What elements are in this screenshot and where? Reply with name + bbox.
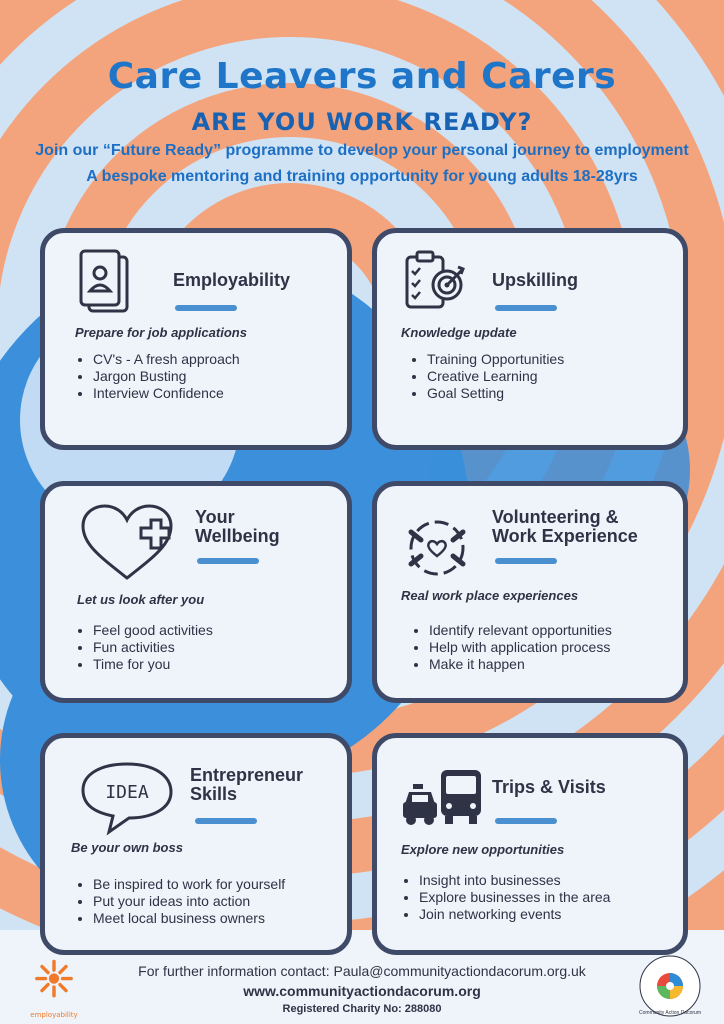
card-subheading: Real work place experiences — [401, 588, 579, 603]
charity-number: Registered Charity No: 288080 — [282, 1003, 442, 1015]
heading-underline — [175, 305, 237, 311]
heading-underline — [495, 558, 557, 564]
employability-logo — [26, 958, 82, 1019]
heading-underline — [197, 558, 259, 564]
list-item: • Training Opportunities — [427, 351, 564, 368]
card-list — [411, 351, 564, 402]
community-action-dacorum-emblem — [638, 954, 702, 1018]
card-list — [77, 351, 240, 402]
card-heading: Your Wellbeing — [195, 507, 280, 546]
card-heading: Employability — [173, 270, 291, 290]
card-subheading: Explore new opportunities — [401, 842, 565, 857]
list-item: • Meet local business owners — [93, 910, 285, 927]
contact-info: For further information contact: Paula@communityactiondacorum.org.uk — [138, 963, 586, 979]
list-item: • Identify relevant opportunities — [429, 622, 612, 639]
list-item: • Insight into businesses — [419, 872, 610, 889]
list-item: • Be inspired to work for yourself — [93, 876, 285, 893]
community-action-dacorum-text: Community Action Dacorum — [639, 1010, 701, 1016]
card-heading: Trips & Visits — [492, 777, 606, 797]
page-title: Care Leavers and Carers — [107, 56, 617, 97]
clipboard-target-icon — [403, 249, 467, 313]
card-list — [413, 622, 612, 673]
list-item: • CV's - A fresh approach — [93, 351, 240, 368]
intro-line-programme: Join our “Future Ready” programme to develop your personal journey to employment — [35, 142, 689, 159]
card-employability — [40, 228, 352, 450]
website-link[interactable]: www.communityactiondacorum.org — [243, 983, 481, 999]
card-subheading: Be your own boss — [71, 840, 183, 855]
list-item: • Time for you — [93, 656, 213, 673]
list-item: • Make it happen — [429, 656, 612, 673]
hands-heart-icon — [401, 512, 473, 584]
card-heading: Upskilling — [492, 270, 579, 290]
community-action-dacorum-logo — [638, 954, 702, 1018]
page-subtitle: ARE YOU WORK READY? — [191, 108, 533, 136]
intro-line-opportunity: A bespoke mentoring and training opportunity for young adults 18-28yrs — [86, 168, 638, 185]
svg-text:IDEA: IDEA — [105, 782, 149, 803]
employability-logo-text: employability — [30, 1011, 78, 1019]
document-person-icon — [77, 249, 141, 321]
card-entrepreneur — [40, 733, 352, 955]
card-upskilling — [372, 228, 688, 450]
heading-underline — [495, 305, 557, 311]
card-heading: Entrepreneur Skills — [190, 765, 304, 804]
heart-plus-icon — [79, 504, 175, 584]
card-trips — [372, 733, 688, 955]
card-list — [403, 872, 610, 923]
list-item: • Fun activities — [93, 639, 213, 656]
list-item: • Creative Learning — [427, 368, 564, 385]
car-bus-icon — [401, 768, 485, 828]
card-subheading: Knowledge update — [401, 325, 517, 340]
card-volunteering — [372, 481, 688, 703]
card-wellbeing — [40, 481, 352, 703]
list-item: • Goal Setting — [427, 385, 564, 402]
list-item: • Jargon Busting — [93, 368, 240, 385]
heading-underline — [495, 818, 557, 824]
heading-underline — [195, 818, 257, 824]
list-item: • Help with application process — [429, 639, 612, 656]
sunburst-icon — [26, 958, 82, 1006]
card-subheading: Let us look after you — [77, 592, 205, 607]
list-item: • Join networking events — [419, 906, 610, 923]
card-list — [77, 622, 213, 673]
card-heading: Volunteering & Work Experience — [492, 507, 638, 546]
list-item: • Put your ideas into action — [93, 893, 285, 910]
list-item: • Feel good activities — [93, 622, 213, 639]
list-item: • Interview Confidence — [93, 385, 240, 402]
card-subheading: Prepare for job applications — [75, 325, 247, 340]
idea-bubble-icon — [79, 760, 175, 836]
list-item: • Explore businesses in the area — [419, 889, 610, 906]
card-list — [77, 876, 285, 927]
